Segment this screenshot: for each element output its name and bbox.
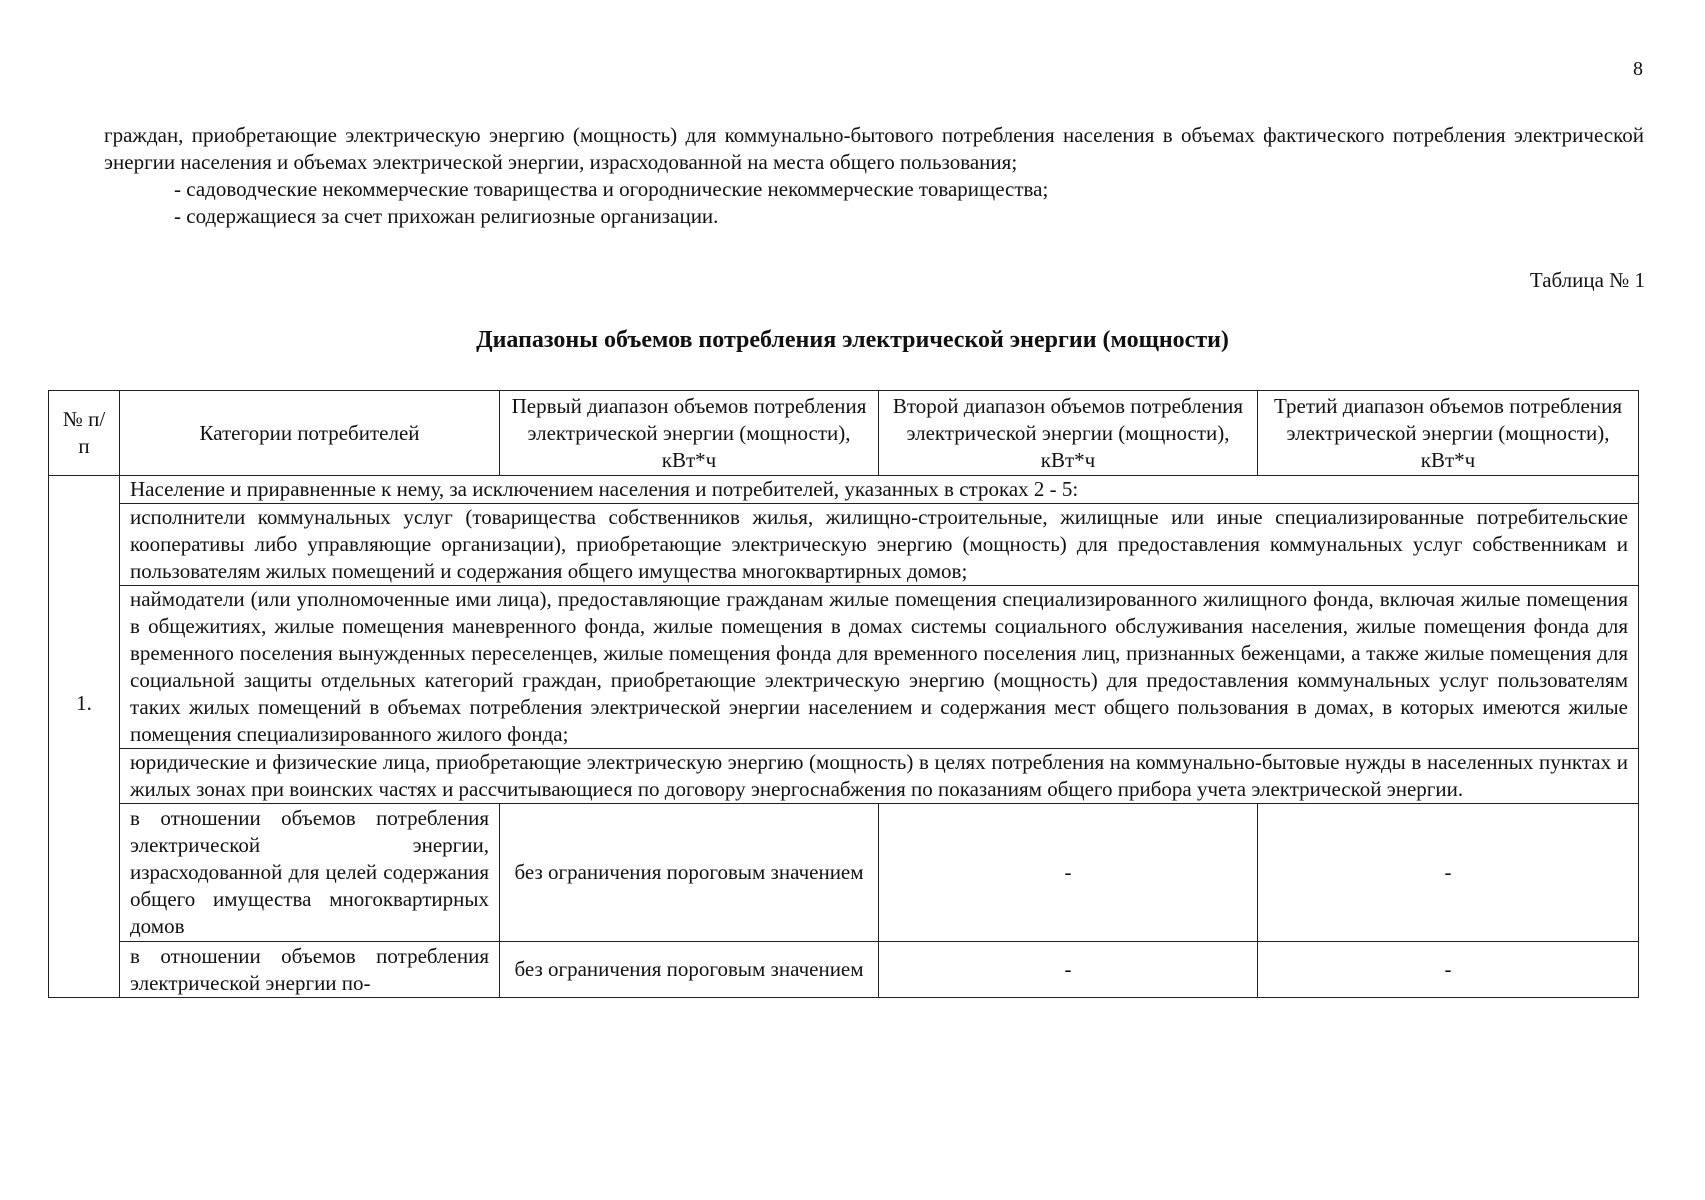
consumption-ranges-table [48,390,1639,998]
description-legal-entities: юридические и физические лица, приобретающие электрическую энергию (мощность) в целях потребления на коммунально-бытовые нужды в населенных пунктах и жилых зонах при воинских частях и рассчитывающиеся по договору энергоснабжения по показаниям общего прибора учета электрической энергии. [120,749,1639,804]
sub-row-2-range-2: - [879,942,1258,998]
table-row [49,504,1639,586]
table-number: Таблица № 1 [1529,268,1645,292]
row-number: 1. [76,691,92,715]
table-header-row [49,391,1639,476]
header-range-2: Второй диапазон объемов потребления электрической энергии (мощности), кВт*ч [879,391,1258,476]
intro-paragraph: граждан, приобретающие электрическую энергию (мощность) для коммунально-бытового потребления населения в объемах фактического потребления электрической энергии населения и объемах электрической энергии, израсходованной на места общего пользования; [104,123,1644,174]
sub-row-1-range-2: - [879,804,1258,942]
description-landlords: наймодатели (или уполномоченные ими лица), предоставляющие гражданам жилые помещения специализированного жилищного фонда, включая жилые помещения в общежитиях, жилые помещения маневренного фонда, жилые помещения в домах системы социального обслуживания населения, жилые помещения фонда для временного поселения вынужденных переселенцев, жилые помещения фонда для временного поселения лиц, признанных беженцами, а также жилые помещения для социальной защиты отдельных категорий граждан, приобретающие электрическую энергию (мощность) для предоставления коммунальных услуг пользователям таких жилых помещений в объемах потребления электрической энергии населением и содержания мест общего пользования в домах, в которых имеются жилые помещения специализированного жилого фонда; [120,586,1639,749]
header-category: Категории потребителей [120,391,500,476]
table-row [49,586,1639,749]
header-range-3: Третий диапазон объемов потребления электрической энергии (мощности), кВт*ч [1258,391,1639,476]
table-row [49,804,1639,942]
intro-bullet-1: - садоводческие некоммерческие товарищества и огороднические некоммерческие товарищества; [174,177,1049,201]
header-range-1: Первый диапазон объемов потребления электрической энергии (мощности), кВт*ч [500,391,879,476]
sub-row-1-range-3: - [1258,804,1639,942]
sub-row-1-category: в отношении объемов потребления электрической энергии, израсходованной для целей содержания общего имущества многоквартирных домов [120,804,500,942]
table-row [49,476,1639,504]
sub-row-2-range-3: - [1258,942,1639,998]
table-row [49,749,1639,804]
table-title: Диапазоны объемов потребления электрической энергии (мощности) [476,327,1229,353]
sub-row-2-range-1: без ограничения пороговым значением [500,942,879,998]
sub-row-2-category: в отношении объемов потребления электрической энергии по- [120,942,500,998]
intro-text [104,122,1644,230]
header-num: № п/п [49,391,120,476]
table-row [49,942,1639,998]
row-number-cell [49,476,120,998]
group-title: Население и приравненные к нему, за исключением населения и потребителей, указанных в строках 2 - 5: [120,476,1639,504]
description-utilities: исполнители коммунальных услуг (товарищества собственников жилья, жилищно-строительные, жилищные или иные специализированные потребительские кооперативы либо управляющие организации), приобретающие электрическую энергию (мощность) для предоставления коммунальных услуг собственникам и пользователям жилых помещений и содержания общего имущества многоквартирных домов; [120,504,1639,586]
intro-bullet-2: - содержащиеся за счет прихожан религиозные организации. [174,204,719,228]
sub-row-1-range-1: без ограничения пороговым значением [500,804,879,942]
page-number: 8 [1633,58,1643,80]
